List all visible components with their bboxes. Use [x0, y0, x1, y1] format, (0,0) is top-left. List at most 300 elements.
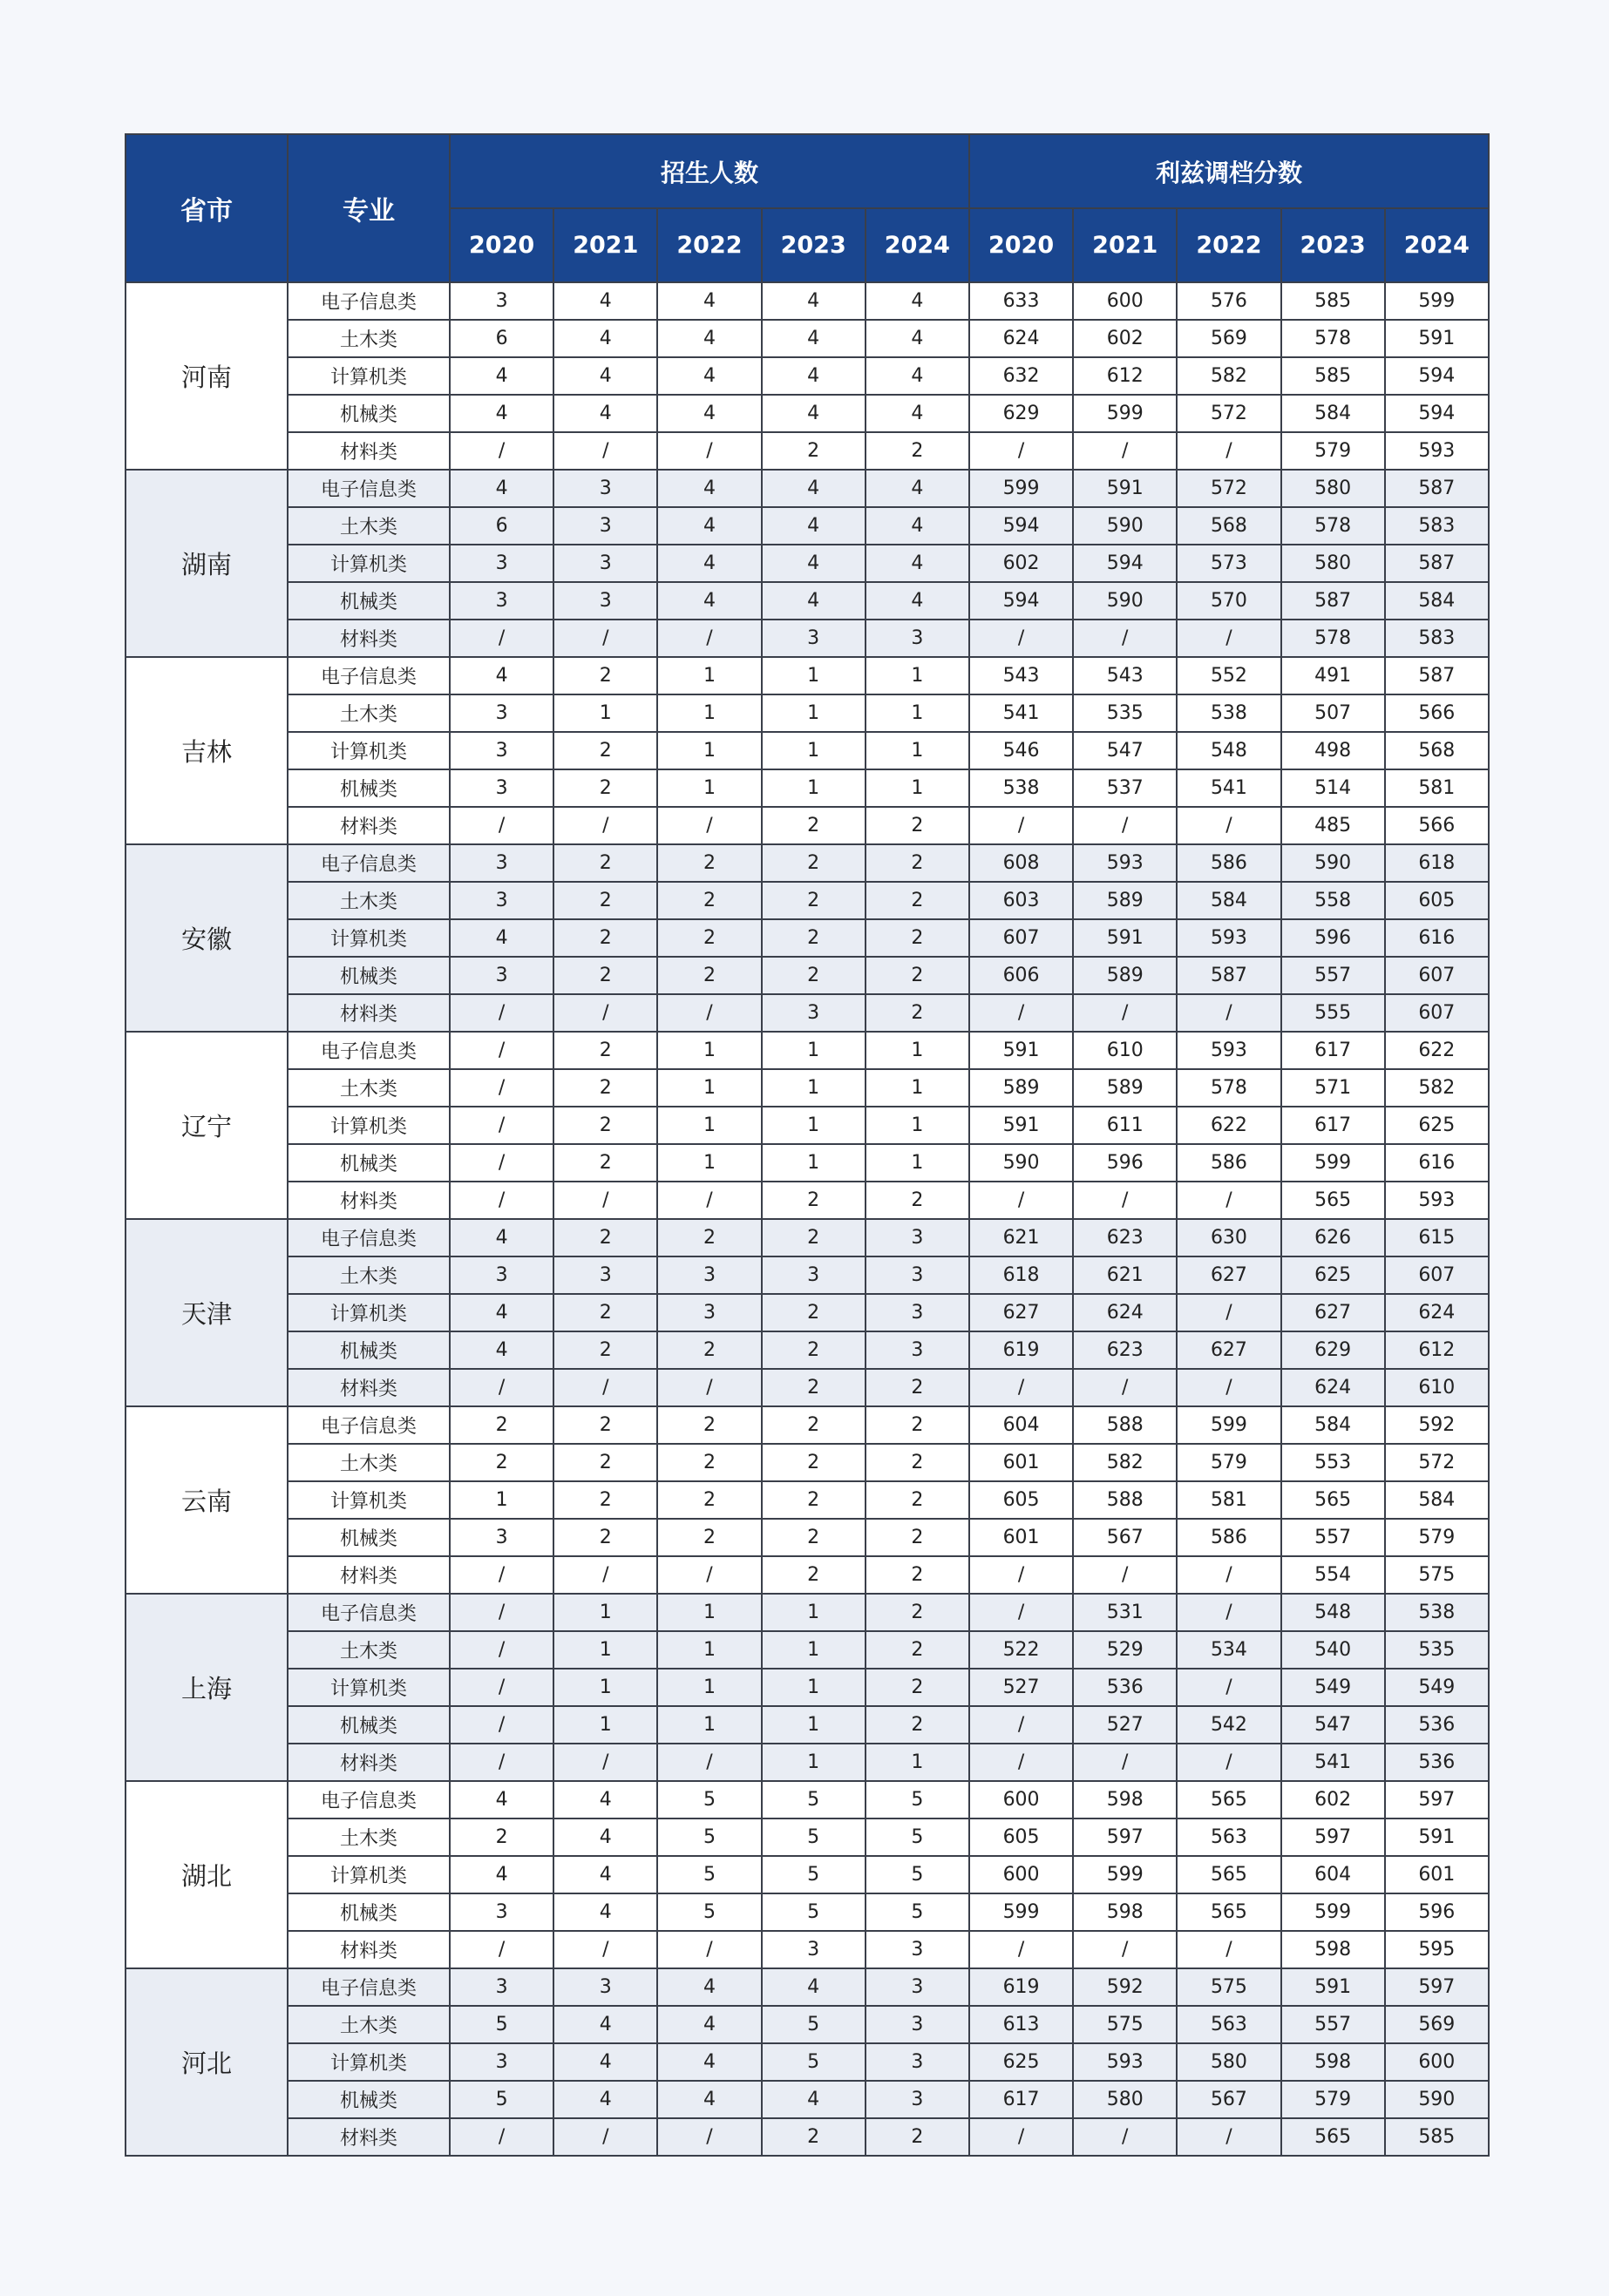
score-cell: 589	[1073, 882, 1177, 919]
table-row	[126, 1744, 1489, 1781]
score-cell: /	[969, 1706, 1073, 1744]
enrollment-cell: 1	[657, 1706, 761, 1744]
major-cell: 机械类	[288, 582, 450, 620]
major-cell: 机械类	[288, 957, 450, 994]
enrollment-cell: 3	[450, 582, 553, 620]
table-row	[126, 1032, 1489, 1069]
major-cell: 计算机类	[288, 732, 450, 769]
score-cell: 588	[1073, 1406, 1177, 1444]
score-cell: /	[1073, 1556, 1177, 1594]
enrollment-cell: 4	[762, 1968, 866, 2006]
score-cell: 584	[1281, 1406, 1385, 1444]
enrollment-cell: /	[553, 2118, 657, 2156]
score-cell: 600	[1073, 282, 1177, 320]
score-cell: 593	[1385, 1182, 1489, 1219]
score-cell: 608	[969, 844, 1073, 882]
enrollment-cell: 4	[762, 282, 866, 320]
enrollment-cell: /	[657, 2118, 761, 2156]
enrollment-cell: /	[450, 1669, 553, 1706]
enrollment-cell: 3	[450, 957, 553, 994]
enroll-year-header: 2020	[450, 208, 553, 282]
enrollment-cell: 5	[762, 1856, 866, 1893]
enrollment-cell: /	[450, 1931, 553, 1968]
major-cell: 电子信息类	[288, 1968, 450, 2006]
score-cell: 582	[1073, 1444, 1177, 1481]
table-row	[126, 1406, 1489, 1444]
enrollment-cell: 4	[657, 2043, 761, 2081]
major-cell: 机械类	[288, 1706, 450, 1744]
enrollment-cell: 4	[762, 545, 866, 582]
score-cell: 622	[1177, 1107, 1280, 1144]
enrollment-cell: 2	[657, 882, 761, 919]
enrollment-cell: /	[553, 1931, 657, 1968]
enrollment-cell: 4	[450, 1331, 553, 1369]
score-cell: 547	[1073, 732, 1177, 769]
score-cell: 572	[1177, 395, 1280, 432]
score-cell: 629	[1281, 1331, 1385, 1369]
score-cell: 572	[1177, 470, 1280, 507]
table-row	[126, 957, 1489, 994]
score-cell: /	[969, 1744, 1073, 1781]
score-cell: 584	[1177, 882, 1280, 919]
score-cell: 594	[969, 507, 1073, 545]
score-cell: 575	[1073, 2006, 1177, 2043]
enroll-year-header: 2023	[762, 208, 866, 282]
major-cell: 土木类	[288, 507, 450, 545]
enrollment-cell: 4	[450, 1856, 553, 1893]
enrollment-cell: 2	[866, 807, 969, 844]
table-row	[126, 1219, 1489, 1256]
major-cell: 计算机类	[288, 357, 450, 395]
score-cell: 607	[1385, 994, 1489, 1032]
score-cell: /	[1073, 807, 1177, 844]
enrollment-cell: 1	[762, 657, 866, 694]
enrollment-cell: 1	[866, 769, 969, 807]
score-year-header: 2022	[1177, 208, 1280, 282]
score-cell: 541	[969, 694, 1073, 732]
score-cell: 582	[1385, 1069, 1489, 1107]
enrollment-cell: /	[657, 620, 761, 657]
enrollment-cell: 4	[762, 470, 866, 507]
enrollment-cell: 2	[553, 1144, 657, 1182]
score-cell: 557	[1281, 2006, 1385, 2043]
score-cell: /	[969, 807, 1073, 844]
score-cell: 592	[1073, 1968, 1177, 2006]
enrollment-cell: 4	[553, 395, 657, 432]
score-cell: 536	[1385, 1706, 1489, 1744]
enrollment-cell: 4	[450, 919, 553, 957]
score-cell: 591	[1281, 1968, 1385, 2006]
table-row	[126, 357, 1489, 395]
enrollment-cell: 3	[450, 282, 553, 320]
score-cell: 580	[1177, 2043, 1280, 2081]
enrollment-cell: 3	[450, 545, 553, 582]
enrollment-cell: 4	[762, 582, 866, 620]
score-cell: 578	[1281, 320, 1385, 357]
enrollment-cell: 6	[450, 507, 553, 545]
table-row	[126, 2118, 1489, 2156]
enrollment-cell: 5	[657, 1819, 761, 1856]
enrollment-cell: 4	[553, 2006, 657, 2043]
score-cell: 565	[1177, 1781, 1280, 1819]
enroll-year-header: 2021	[553, 208, 657, 282]
score-cell: 591	[1073, 919, 1177, 957]
score-cell: 590	[1281, 844, 1385, 882]
enrollment-cell: 2	[553, 657, 657, 694]
score-cell: /	[1177, 1931, 1280, 1968]
table-row	[126, 1968, 1489, 2006]
province-cell: 天津	[126, 1219, 288, 1406]
enrollment-cell: 2	[866, 1706, 969, 1744]
table-row	[126, 1331, 1489, 1369]
score-cell: /	[1073, 1931, 1177, 1968]
enrollment-cell: 2	[866, 2118, 969, 2156]
admission-table	[125, 133, 1490, 2157]
score-cell: 593	[1177, 1032, 1280, 1069]
score-cell: 597	[1281, 1819, 1385, 1856]
enrollment-cell: 3	[450, 732, 553, 769]
table-row	[126, 694, 1489, 732]
enrollment-cell: 3	[866, 1256, 969, 1294]
score-cell: 627	[1281, 1294, 1385, 1331]
enrollment-cell: 4	[866, 320, 969, 357]
enrollment-cell: 1	[657, 1144, 761, 1182]
enrollment-cell: 1	[657, 1669, 761, 1706]
major-cell: 机械类	[288, 1331, 450, 1369]
enrollment-cell: /	[657, 1744, 761, 1781]
table-row	[126, 1893, 1489, 1931]
enrollment-cell: 2	[866, 882, 969, 919]
enrollment-cell: /	[657, 1369, 761, 1406]
score-cell: 599	[1281, 1893, 1385, 1931]
enrollment-cell: 1	[866, 1069, 969, 1107]
score-cell: 566	[1385, 807, 1489, 844]
header-row-groups	[126, 134, 1489, 208]
enrollment-cell: 1	[866, 1032, 969, 1069]
major-cell: 电子信息类	[288, 1032, 450, 1069]
score-cell: 584	[1281, 395, 1385, 432]
score-cell: 610	[1073, 1032, 1177, 1069]
enrollment-cell: 2	[866, 919, 969, 957]
score-cell: /	[1073, 2118, 1177, 2156]
enrollment-cell: /	[450, 1631, 553, 1669]
enrollment-cell: /	[553, 1182, 657, 1219]
score-group-header: 利兹调档分数	[969, 134, 1489, 208]
score-cell: /	[969, 1369, 1073, 1406]
enrollment-cell: 1	[762, 769, 866, 807]
score-cell: 624	[1073, 1294, 1177, 1331]
province-cell: 辽宁	[126, 1032, 288, 1219]
enrollment-cell: 3	[866, 1294, 969, 1331]
score-cell: 529	[1073, 1631, 1177, 1669]
enrollment-cell: /	[553, 994, 657, 1032]
score-cell: 565	[1177, 1856, 1280, 1893]
score-cell: 596	[1385, 1893, 1489, 1931]
enroll-year-header: 2022	[657, 208, 761, 282]
score-cell: 579	[1281, 432, 1385, 470]
major-cell: 机械类	[288, 1519, 450, 1556]
enrollment-cell: 2	[866, 1444, 969, 1481]
major-cell: 机械类	[288, 2081, 450, 2118]
score-cell: 587	[1177, 957, 1280, 994]
enrollment-cell: 2	[866, 844, 969, 882]
enrollment-cell: /	[450, 1144, 553, 1182]
score-cell: 555	[1281, 994, 1385, 1032]
score-cell: 581	[1385, 769, 1489, 807]
enrollment-cell: 5	[450, 2006, 553, 2043]
enrollment-cell: /	[657, 807, 761, 844]
table-row	[126, 1631, 1489, 1669]
enrollment-cell: 4	[553, 2043, 657, 2081]
score-cell: 607	[1385, 957, 1489, 994]
score-cell: 549	[1385, 1669, 1489, 1706]
score-cell: 625	[1385, 1107, 1489, 1144]
enrollment-cell: 2	[762, 1219, 866, 1256]
table-row	[126, 1519, 1489, 1556]
score-cell: /	[1177, 432, 1280, 470]
enrollment-cell: 6	[450, 320, 553, 357]
score-cell: 563	[1177, 2006, 1280, 2043]
score-cell: 567	[1177, 2081, 1280, 2118]
enrollment-cell: 2	[762, 1556, 866, 1594]
major-cell: 土木类	[288, 882, 450, 919]
table-header	[126, 134, 1489, 282]
table-body	[126, 282, 1489, 2156]
enrollment-cell: 2	[657, 1219, 761, 1256]
enrollment-cell: 2	[657, 957, 761, 994]
score-cell: 591	[969, 1107, 1073, 1144]
enrollment-cell: 2	[657, 1444, 761, 1481]
major-cell: 电子信息类	[288, 1406, 450, 1444]
enrollment-cell: 2	[450, 1406, 553, 1444]
score-year-header: 2021	[1073, 208, 1177, 282]
score-cell: 600	[1385, 2043, 1489, 2081]
score-cell: 592	[1385, 1406, 1489, 1444]
score-cell: 558	[1281, 882, 1385, 919]
score-cell: 598	[1073, 1893, 1177, 1931]
score-cell: /	[1177, 620, 1280, 657]
score-cell: 542	[1177, 1706, 1280, 1744]
enrollment-cell: /	[553, 1369, 657, 1406]
enrollment-cell: 5	[657, 1856, 761, 1893]
score-cell: 616	[1385, 919, 1489, 957]
score-cell: 536	[1385, 1744, 1489, 1781]
enrollment-cell: 4	[657, 582, 761, 620]
enrollment-cell: 5	[657, 1781, 761, 1819]
major-cell: 电子信息类	[288, 282, 450, 320]
enrollment-cell: /	[657, 1931, 761, 1968]
score-cell: /	[1073, 994, 1177, 1032]
score-cell: 606	[969, 957, 1073, 994]
enrollment-cell: /	[553, 620, 657, 657]
enrollment-cell: 1	[762, 1594, 866, 1631]
score-cell: /	[1073, 1744, 1177, 1781]
score-cell: 597	[1385, 1781, 1489, 1819]
enrollment-cell: 4	[450, 1219, 553, 1256]
score-cell: 630	[1177, 1219, 1280, 1256]
score-cell: 591	[1385, 1819, 1489, 1856]
major-column-header: 专业	[288, 134, 450, 282]
enrollment-cell: 1	[657, 1631, 761, 1669]
enrollment-cell: 3	[553, 507, 657, 545]
enrollment-cell: 5	[762, 1819, 866, 1856]
enrollment-cell: 4	[553, 1893, 657, 1931]
enrollment-cell: 3	[866, 2043, 969, 2081]
enrollment-cell: 1	[553, 1631, 657, 1669]
score-cell: /	[969, 1931, 1073, 1968]
enrollment-cell: 2	[762, 882, 866, 919]
score-cell: 619	[969, 1331, 1073, 1369]
enrollment-cell: 4	[866, 357, 969, 395]
enrollment-cell: 4	[657, 1968, 761, 2006]
enrollment-cell: 2	[553, 1481, 657, 1519]
enrollment-cell: 4	[553, 1781, 657, 1819]
enrollment-cell: 4	[657, 545, 761, 582]
enrollment-cell: /	[657, 1556, 761, 1594]
score-cell: 624	[1281, 1369, 1385, 1406]
major-cell: 计算机类	[288, 545, 450, 582]
score-cell: 543	[969, 657, 1073, 694]
enrollment-cell: 4	[866, 582, 969, 620]
enrollment-cell: 2	[553, 769, 657, 807]
score-cell: 498	[1281, 732, 1385, 769]
table-row	[126, 1856, 1489, 1893]
score-cell: /	[969, 1556, 1073, 1594]
score-cell: 586	[1177, 1519, 1280, 1556]
enrollment-cell: 2	[762, 844, 866, 882]
enrollment-cell: 4	[657, 2081, 761, 2118]
enrollment-cell: 3	[450, 882, 553, 919]
enrollment-cell: 1	[762, 1032, 866, 1069]
score-cell: 554	[1281, 1556, 1385, 1594]
enrollment-cell: 2	[450, 1444, 553, 1481]
table-row	[126, 1931, 1489, 1968]
score-cell: 586	[1177, 844, 1280, 882]
score-cell: 538	[969, 769, 1073, 807]
score-cell: 593	[1073, 844, 1177, 882]
score-cell: 586	[1177, 1144, 1280, 1182]
enrollment-cell: 4	[762, 395, 866, 432]
score-cell: 610	[1385, 1369, 1489, 1406]
score-cell: 605	[969, 1481, 1073, 1519]
province-cell: 湖北	[126, 1781, 288, 1968]
score-cell: 604	[1281, 1856, 1385, 1893]
score-cell: 599	[1073, 1856, 1177, 1893]
enrollment-cell: 2	[762, 1294, 866, 1331]
major-cell: 土木类	[288, 2006, 450, 2043]
score-cell: 580	[1281, 545, 1385, 582]
enrollment-cell: 2	[553, 1294, 657, 1331]
major-cell: 机械类	[288, 1144, 450, 1182]
score-cell: 589	[1073, 957, 1177, 994]
score-cell: 575	[1177, 1968, 1280, 2006]
enrollment-cell: 1	[657, 1107, 761, 1144]
enrollment-cell: 2	[553, 1444, 657, 1481]
table-row	[126, 1781, 1489, 1819]
score-cell: 601	[1385, 1856, 1489, 1893]
score-cell: /	[1177, 1294, 1280, 1331]
score-cell: 590	[1385, 2081, 1489, 2118]
table-row	[126, 919, 1489, 957]
table-row	[126, 282, 1489, 320]
score-cell: 632	[969, 357, 1073, 395]
major-cell: 计算机类	[288, 1669, 450, 1706]
enrollment-cell: 1	[553, 1594, 657, 1631]
enrollment-cell: 1	[553, 1706, 657, 1744]
enrollment-cell: 2	[553, 732, 657, 769]
score-cell: 594	[1385, 395, 1489, 432]
enrollment-cell: 3	[450, 1968, 553, 2006]
score-cell: /	[1073, 1369, 1177, 1406]
score-cell: 580	[1281, 470, 1385, 507]
enrollment-cell: 2	[657, 844, 761, 882]
enrollment-cell: /	[450, 1556, 553, 1594]
table-row	[126, 1294, 1489, 1331]
enrollment-cell: 2	[657, 1481, 761, 1519]
score-cell: /	[1177, 1182, 1280, 1219]
enrollment-cell: 3	[450, 1893, 553, 1931]
enrollment-cell: 2	[866, 1519, 969, 1556]
score-cell: 485	[1281, 807, 1385, 844]
table-row	[126, 582, 1489, 620]
score-cell: 594	[969, 582, 1073, 620]
score-cell: 537	[1073, 769, 1177, 807]
score-cell: 581	[1177, 1481, 1280, 1519]
enrollment-cell: 5	[450, 2081, 553, 2118]
enrollment-cell: 3	[866, 1968, 969, 2006]
major-cell: 电子信息类	[288, 657, 450, 694]
enrollment-cell: /	[450, 1069, 553, 1107]
score-cell: 629	[969, 395, 1073, 432]
score-cell: 589	[1073, 1069, 1177, 1107]
score-year-header: 2023	[1281, 208, 1385, 282]
major-cell: 材料类	[288, 994, 450, 1032]
enrollment-cell: 3	[553, 470, 657, 507]
enrollment-cell: 2	[762, 1519, 866, 1556]
table-row	[126, 1669, 1489, 1706]
score-cell: 541	[1281, 1744, 1385, 1781]
enrollment-cell: 2	[762, 807, 866, 844]
enrollment-cell: 4	[553, 1856, 657, 1893]
enrollment-cell: 2	[866, 1631, 969, 1669]
province-cell: 云南	[126, 1406, 288, 1594]
enrollment-cell: 4	[450, 657, 553, 694]
score-cell: 538	[1177, 694, 1280, 732]
enrollment-cell: 3	[553, 545, 657, 582]
enrollment-cell: 2	[866, 1182, 969, 1219]
major-cell: 材料类	[288, 1931, 450, 1968]
enrollment-cell: 4	[450, 470, 553, 507]
enrollment-cell: 1	[762, 1069, 866, 1107]
score-cell: 604	[969, 1406, 1073, 1444]
enrollment-cell: 2	[762, 1182, 866, 1219]
enrollment-cell: 1	[762, 1744, 866, 1781]
enrollment-cell: 2	[866, 1556, 969, 1594]
score-cell: /	[1073, 1182, 1177, 1219]
score-cell: 626	[1281, 1219, 1385, 1256]
enrollment-cell: 2	[866, 1406, 969, 1444]
score-cell: 599	[969, 1893, 1073, 1931]
major-cell: 机械类	[288, 395, 450, 432]
enrollment-cell: 2	[762, 432, 866, 470]
score-cell: 621	[969, 1219, 1073, 1256]
major-cell: 材料类	[288, 807, 450, 844]
enrollment-cell: 4	[553, 282, 657, 320]
enrollment-cell: 4	[866, 395, 969, 432]
enrollment-cell: 2	[762, 919, 866, 957]
score-cell: 618	[969, 1256, 1073, 1294]
score-cell: 546	[969, 732, 1073, 769]
